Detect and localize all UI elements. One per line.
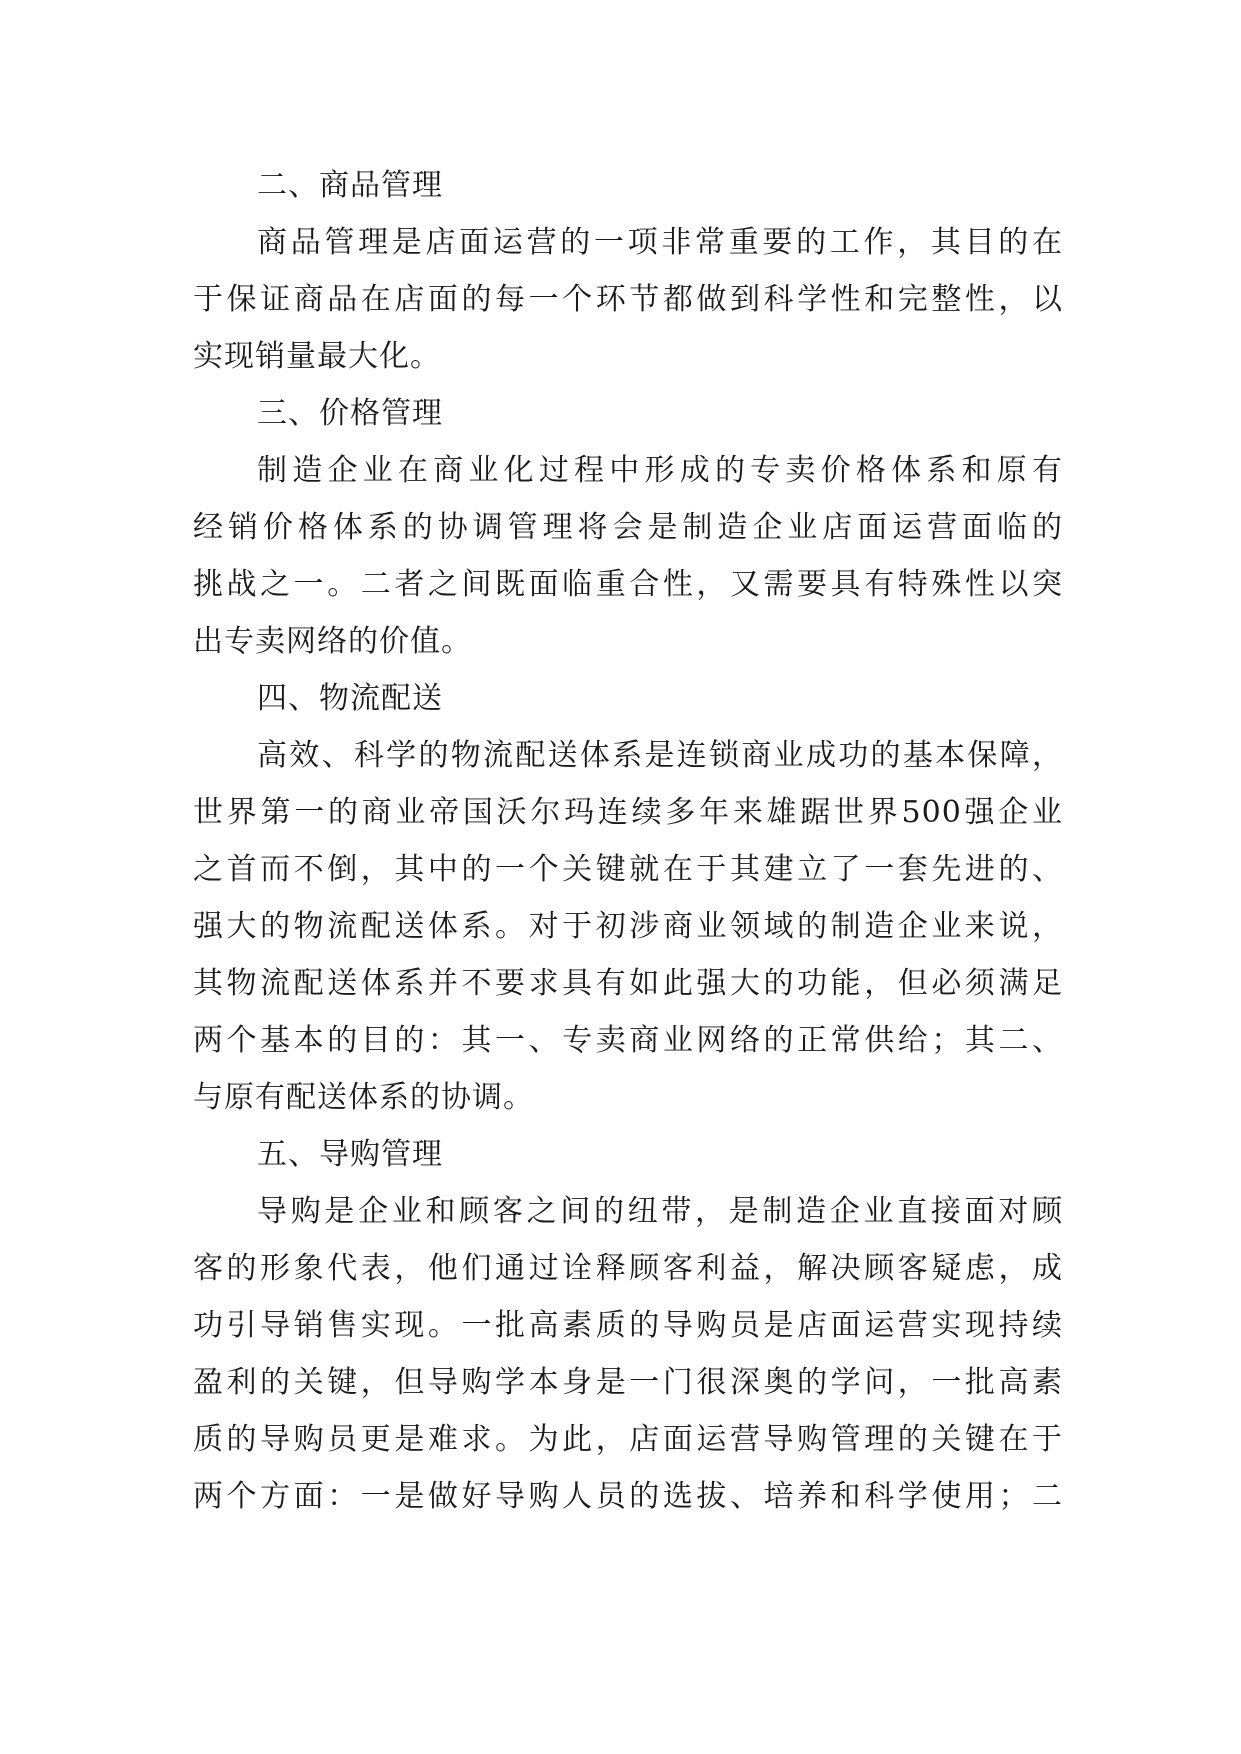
section-heading: 二、商品管理	[257, 168, 443, 203]
paragraph-line: 世界第一的商业帝国沃尔玛连续多年来雄踞世界500强企业	[193, 795, 1063, 830]
section-heading: 五、导购管理	[257, 1137, 443, 1172]
paragraph-line: 经销价格体系的协调管理将会是制造企业店面运营面临的	[193, 510, 1063, 545]
paragraph-line: 实现销量最大化。	[193, 339, 441, 374]
paragraph-line: 两个方面：一是做好导购人员的选拔、培养和科学使用；二	[193, 1479, 1063, 1514]
paragraph-line: 盈利的关键，但导购学本身是一门很深奥的学问，一批高素	[193, 1365, 1063, 1400]
paragraph-line: 挑战之一。二者之间既面临重合性，又需要具有特殊性以突	[193, 567, 1063, 602]
paragraph-line: 之首而不倒，其中的一个关键就在于其建立了一套先进的、	[193, 852, 1063, 887]
paragraph-line: 导购是企业和顾客之间的纽带，是制造企业直接面对顾	[257, 1194, 1063, 1229]
paragraph-line: 质的导购员更是难求。为此，店面运营导购管理的关键在于	[193, 1422, 1063, 1457]
paragraph-line: 客的形象代表，他们通过诠释顾客利益，解决顾客疑虑，成	[193, 1251, 1063, 1286]
paragraph-line: 出专卖网络的价值。	[193, 624, 472, 659]
paragraph-line: 两个基本的目的：其一、专卖商业网络的正常供给；其二、	[193, 1023, 1063, 1058]
paragraph-line: 强大的物流配送体系。对于初涉商业领域的制造企业来说，	[193, 909, 1063, 944]
paragraph-line: 其物流配送体系并不要求具有如此强大的功能，但必须满足	[193, 966, 1063, 1001]
paragraph-line: 功引导销售实现。一批高素质的导购员是店面运营实现持续	[193, 1308, 1063, 1343]
paragraph-line: 商品管理是店面运营的一项非常重要的工作，其目的在	[257, 225, 1063, 260]
paragraph-line: 与原有配送体系的协调。	[193, 1080, 534, 1115]
paragraph-line: 于保证商品在店面的每一个环节都做到科学性和完整性，以	[193, 282, 1063, 317]
paragraph-line: 制造企业在商业化过程中形成的专卖价格体系和原有	[257, 453, 1063, 488]
paragraph-line: 高效、科学的物流配送体系是连锁商业成功的基本保障，	[257, 738, 1063, 773]
section-heading: 四、物流配送	[257, 681, 443, 716]
section-heading: 三、价格管理	[257, 396, 443, 431]
